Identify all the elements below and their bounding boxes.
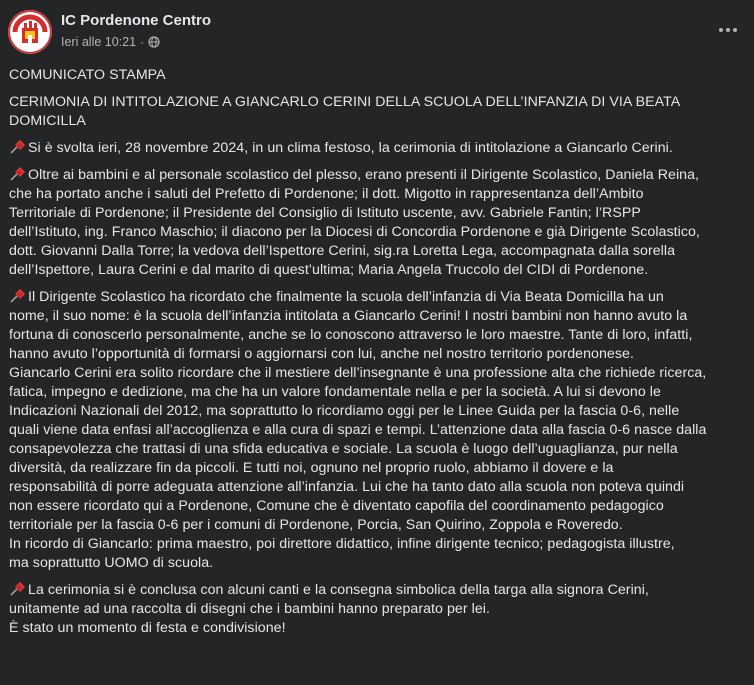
text-line: Territoriale di Pordenone; il Presidente del Consiglio di Istituto uscente, avv. Gabriele Fantin; l’RSPP	[9, 205, 641, 221]
text-line: hanno avuto l’opportunità di formarsi o aggiornarsi con lui, anche nel nostro territorio pordenonese.	[9, 346, 634, 362]
post-paragraph	[9, 288, 744, 573]
text-run: La cerimonia si è conclusa con alcuni canti e la consegna simbolica della targa alla signora Cerini,	[28, 582, 649, 598]
post-paragraph	[9, 66, 744, 85]
post-paragraph	[9, 166, 744, 280]
text-line: non essere ricordato qui a Pordenone, Comune che è diventato capofila del coordinamento pedagogico	[9, 498, 664, 514]
text-line: Indicazioni Nazionali del 2012, ma soprattutto lo ricordiamo oggi per le Linee Guida per la fascia 0-6, nelle	[9, 403, 680, 419]
more-options-icon[interactable]	[710, 18, 746, 42]
pushpin-icon	[9, 139, 26, 154]
text-line: quali viene data enfasi all’accoglienza e alla cura di spazi e tempi. L’attenzione data alla fascia 0-6 nasce dalla	[9, 422, 707, 438]
school-logo-icon	[8, 10, 52, 54]
pushpin-icon	[9, 166, 26, 181]
text-line: dell’Istituto, ing. Franco Maschio; il diacono per la Diocesi di Concordia Pordenone e già Dirigente Scolastico,	[9, 224, 700, 240]
text-line: fatica, impegno e dedizione, ma che ha un valore fondamentale nella e per la società. A lui si devono le	[9, 384, 661, 400]
text-line	[9, 139, 744, 158]
pushpin-icon	[9, 288, 26, 303]
text-line: responsabilità di porre adeguata attenzione all’infanzia. Lui che ha tanto dato alla scuola non poteva quindi	[9, 479, 685, 495]
text-line: fortuna di conoscerlo personalmente, anche se lo conoscono attraverso le loro maestre. Tante di loro, infatti,	[9, 327, 693, 343]
text-line	[9, 581, 744, 600]
meta-separator: ·	[140, 35, 145, 49]
text-line: COMUNICATO STAMPA	[9, 67, 166, 83]
page-name-link[interactable]: IC Pordenone Centro	[61, 12, 212, 29]
text-line	[9, 166, 744, 185]
text-run: Il Dirigente Scolastico ha ricordato che finalmente la scuola dell’infanzia di Via Beata Domicilla ha un	[28, 289, 664, 305]
post-header	[8, 10, 746, 56]
text-line: nome, il suo nome: è la scuola dell’infanzia intitolata a Giancarlo Cerini! I nostri bambini non hanno avuto la	[9, 308, 688, 324]
text-line: È stato un momento di festa e condivisione!	[9, 620, 286, 636]
text-line: unitamente ad una raccolta di disegni che i bambini hanno preparato per lei.	[9, 601, 490, 617]
text-line	[9, 288, 744, 307]
text-line: territoriale per la fascia 0-6 per i comuni di Pordenone, Porcia, San Quirino, Zoppola e Roveredo.	[9, 517, 623, 533]
post-paragraph	[9, 139, 744, 158]
text-line: dott. Giovanni Dalla Torre; la vedova dell’Ispettore Cerini, sig.ra Loretta Lega, accompagnata dalla sorella	[9, 243, 676, 259]
globe-icon[interactable]	[148, 36, 160, 48]
text-line: CERIMONIA DI INTITOLAZIONE A GIANCARLO CERINI DELLA SCUOLA DELL’INFANZIA DI VIA BEATA	[9, 94, 681, 110]
text-line: ma soprattutto UOMO di scuola.	[9, 555, 214, 571]
text-run: Oltre ai bambini e al personale scolastico del plesso, erano presenti il Dirigente Scolastico, Daniela Reina,	[28, 167, 700, 183]
text-line: In ricordo di Giancarlo: prima maestro, poi direttore didattico, infine dirigente tecnico; pedagogista illustre,	[9, 536, 675, 552]
text-line: che ha portato anche i saluti del Prefetto di Pordenone; il dott. Migotto in rappresentanza dell’Ambito	[9, 186, 644, 202]
text-line: consapevolezza che trattasi di una sfida educativa e sociale. La scuola è luogo dell’uguaglianza, pur nella	[9, 441, 678, 457]
post-meta	[61, 35, 160, 49]
post-body	[9, 66, 744, 638]
post-paragraph	[9, 93, 744, 131]
text-line: diversità, da realizzare fin da piccoli. E tutti noi, ognuno nel proprio ruolo, abbiamo il dovere e la	[9, 460, 614, 476]
text-run: Si è svolta ieri, 28 novembre 2024, in un clima festoso, la cerimonia di intitolazione a Giancarlo Cerini.	[28, 140, 673, 156]
page-avatar[interactable]	[8, 10, 52, 54]
text-line: dell’Ispettore, Laura Cerini e dal marito di quest’ultima; Maria Angela Truccolo del CIDI di Pordenone.	[9, 262, 649, 278]
text-line: Giancarlo Cerini era solito ricordare che il mestiere dell’insegnante è una professione alta che richiede ricerca,	[9, 365, 707, 381]
post-paragraph	[9, 581, 744, 638]
post-timestamp[interactable]: Ieri alle 10:21	[61, 35, 137, 49]
pushpin-icon	[9, 581, 26, 596]
text-line: DOMICILLA	[9, 113, 86, 129]
